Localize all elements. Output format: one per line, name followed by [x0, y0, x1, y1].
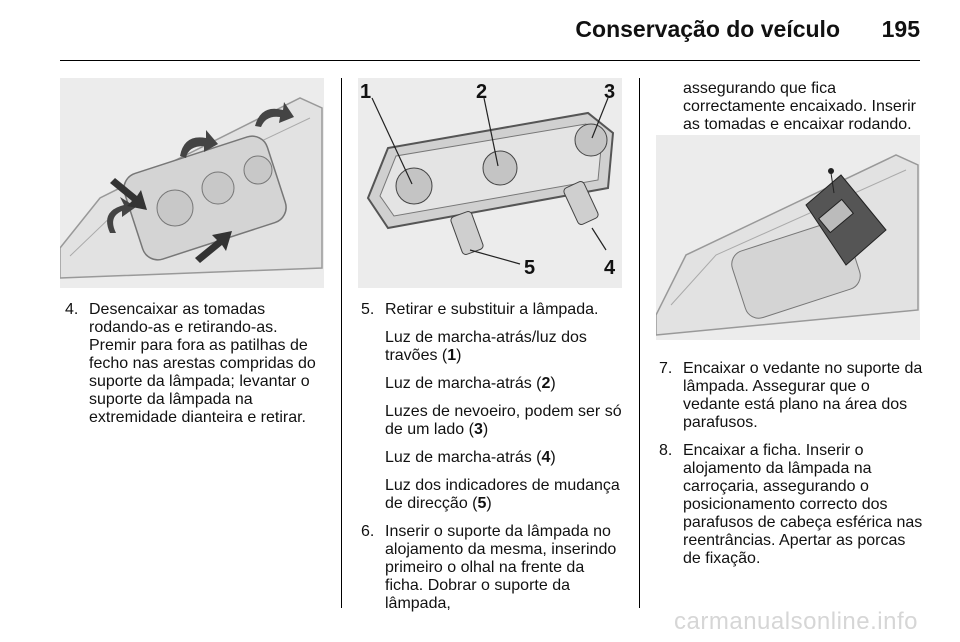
step-7-text: Encaixar o vedante no suporte da lâmpada. Assegurar que o vedante está plano na área dos parafusos. — [683, 360, 923, 431]
watermark: carmanualsonline.info — [674, 608, 918, 635]
figure-lamp-holder-removal — [60, 78, 324, 288]
page-title: Conservação do veículo — [575, 16, 840, 42]
column-divider-1 — [341, 78, 342, 608]
step-6-text: Inserir o suporte da lâmpada no alojamento da mesma, inserindo primeiro o olhal na frente da ficha. Dobrar o suporte da lâmpada, — [385, 523, 617, 612]
step-7-number: 7. — [659, 360, 673, 377]
column-3-text — [659, 360, 923, 578]
step-5-text: Retirar e substituir a lâmpada. — [385, 301, 599, 318]
step-5-number: 5. — [361, 301, 375, 318]
figure-label-5: 5 — [524, 257, 536, 279]
figure-bulb-positions — [358, 78, 622, 288]
step-4-text: Desencaixar as tomadas rodando-as e retirando-as. Premir para fora as patilhas de fecho nas arestas compridas do suporte da lâmpada; levantar o suporte da lâmpada na extremidade dianteira e retirar. — [89, 301, 316, 426]
column-1-text — [65, 301, 327, 437]
step-8-number: 8. — [659, 442, 673, 459]
page-number: 195 — [881, 16, 920, 42]
bulb-item-3: Luzes de nevoeiro, podem ser só de um lado (3) — [385, 403, 622, 438]
step-8-text: Encaixar a ficha. Inserir o alojamento da lâmpada na carroçaria, assegurando o posicionamento correcto dos parafusos de cabeça esférica nas reentrâncias. Apertar as porcas de fixação. — [683, 442, 923, 567]
figure-label-4: 4 — [604, 257, 616, 279]
figure-label-2: 2 — [476, 81, 488, 103]
column-2-text — [361, 301, 625, 623]
step-4-number: 4. — [65, 301, 79, 318]
step-6 — [361, 523, 625, 613]
step-6-number: 6. — [361, 523, 375, 540]
step-8 — [659, 442, 923, 568]
column-divider-2 — [639, 78, 640, 608]
figure-seal-connector — [656, 135, 920, 340]
header-divider — [60, 60, 920, 61]
step-6-continuation: assegurando que fica correctamente encaixado. Inserir as tomadas e encaixar rodando. — [683, 80, 916, 133]
bulb-item-5: Luz dos indicadores de mudança de direcção (5) — [385, 477, 620, 512]
figure-label-3: 3 — [604, 81, 616, 103]
figure-label-1: 1 — [360, 81, 372, 103]
bulb-item-1: Luz de marcha-atrás/luz dos travões (1) — [385, 329, 587, 364]
bulb-item-4: Luz de marcha-atrás (4) — [385, 449, 556, 466]
step-7 — [659, 360, 923, 432]
bulb-item-2: Luz de marcha-atrás (2) — [385, 375, 556, 392]
step-4 — [65, 301, 327, 427]
step-5 — [361, 301, 625, 319]
